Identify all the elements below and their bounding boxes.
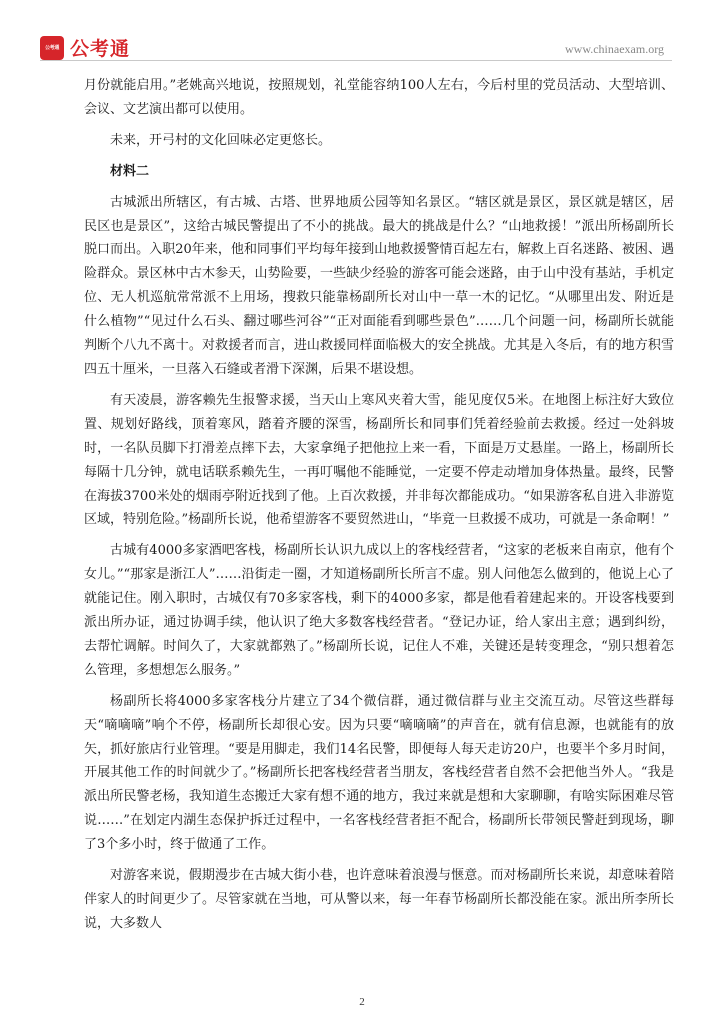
paragraph-family-time: 对游客来说，假期漫步在古城大街小巷，也许意味着浪漫与惬意。而对杨副所长来说，却意味着陪伴家人的时间更少了。尽管家就在当地，可从警以来，每一年春节杨副所长都没能在家。派出所李所长说，大多数人: [84, 868, 674, 931]
document-body: [84, 74, 674, 936]
paragraph-inn-owners: 古城有4000多家酒吧客栈，杨副所长认识九成以上的客栈经营者，“这家的老板来自南京，他有个女儿。”“那家是浙江人”……沿街走一圈，才知道杨副所长所言不虚。别人问他怎么做到的，他说上心了就能记住。刚入职时，古城仅有70多家客栈，剩下的4000多家，都是他看着建起来的。开设客栈要到派出所办证，通过协调手续，他认识了绝大多数客栈经营者。“登记办证，给人家出主意；遇到纠纷，去帮忙调解。时间久了，大家就都熟了。”杨副所长说，记住人不难，关键还是转变理念，“别只想着怎么管理，多想想怎么服务。”: [84, 543, 674, 678]
section-heading-material-two: 材料二: [110, 163, 150, 179]
site-url-link[interactable]: www.chinaexam.org: [565, 42, 664, 56]
logo-text: 公考通: [70, 38, 131, 60]
paragraph-continuation: 月份就能启用。”老姚高兴地说，按照规划，礼堂能容纳100人左右，今后村里的党员活动、大型培训、会议、文艺演出都可以使用。: [84, 78, 674, 117]
paragraph-rescue-story: 有天凌晨，游客赖先生报警求援，当天山上寒风夹着大雪，能见度仅5米。在地图上标注好大致位置、规划好路线，顶着寒风，踏着齐腰的深雪，杨副所长和同事们凭着经验前去救援。经过一处斜坡时，一名队员脚下打滑差点摔下去，大家拿绳子把他拉上来一看，下面是万丈悬崖。一路上，杨副所长每隔十几分钟，就电话联系赖先生，一再叮嘱他不能睡觉，一定要不停走动增加身体热量。最终，民警在海拔3700米处的烟雨亭附近找到了他。上百次救援，并非每次都能成功。“如果游客私自进入非游览区域，特别危险。”杨副所长说，他希望游客不要贸然进山，“毕竟一旦救援不成功，可就是一条命啊！”: [84, 392, 674, 528]
page-number: 2: [359, 996, 365, 1008]
logo-badge-icon: 公考通: [40, 36, 64, 60]
paragraph-closing: 未来，开弓村的文化回味必定更悠长。: [110, 132, 332, 148]
page-header: [40, 34, 672, 64]
paragraph-district-overview: 古城派出所辖区，有古城、古塔、世界地质公园等知名景区。“辖区就是景区，景区就是辖区，居民区也是景区”，这给古城民警提出了不小的挑战。最大的挑战是什么？“山地救援！”派出所杨副所长脱口而出。入职20年来，他和同事们平均每年接到山地救援警情百起左右，解救上百名迷路、被困、遇险群众。景区林中古木参天，山势险要，一些缺少经验的游客可能会迷路，由于山中没有基站，手机定位、无人机巡航常常派不上用场，搜救只能靠杨副所长对山中一草一木的记忆。“从哪里出发、附近是什么植物”“见过什么石头、翻过哪些河谷”“正对面能看到哪些景色”……几个问题一问，杨副所长就能判断个八九不离十。对救援者而言，进山救援同样面临极大的安全挑战。尤其是入冬后，有的地方积雪四五十厘米，一旦落入石缝或者滑下深渊，后果不堪设想。: [84, 194, 674, 377]
brand-logo[interactable]: [40, 34, 130, 61]
header-divider: [40, 60, 672, 61]
paragraph-wechat-groups: 杨副所长将4000多家客栈分片建立了34个微信群，通过微信群与业主交流互动。尽管这些群每天“嘀嘀嘀”响个不停，杨副所长却很心安。因为只要“嘀嘀嘀”的声音在，就有信息源，也就能有的放矢，抓好旅店行业管理。“要是用脚走，我们14名民警，即便每人每天走访20户，也要半个多月时间，开展其他工作的时间就少了。”杨副所长把客栈经营者当朋友，客栈经营者自然不会把他当外人。“我是派出所民警老杨，我知道生态搬迁大家有想不通的地方，我过来就是想和大家聊聊，有啥实际困难尽管说……”在划定内湖生态保护拆迁过程中，一名客栈经营者拒不配合，杨副所长带领民警赶到现场，聊了3个多小时，终于做通了工作。: [84, 693, 674, 853]
